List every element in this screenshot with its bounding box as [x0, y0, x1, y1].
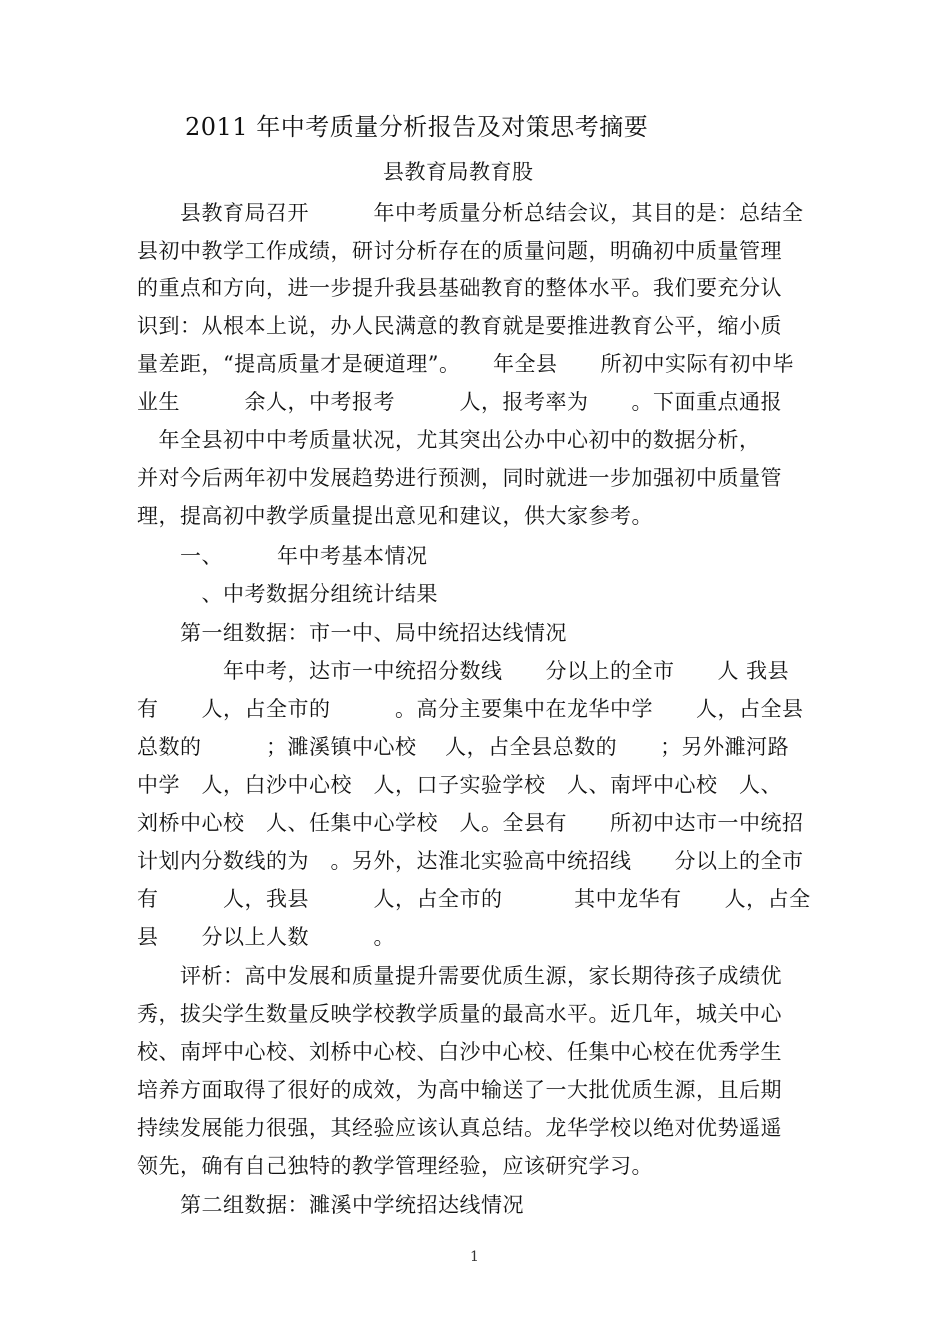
body-line: 有 人，我县 人，占全市的 其中龙华有 人，占全	[137, 887, 811, 911]
body-line: 年全县初中中考质量状况，尤其突出公办中心初中的数据分析，	[137, 428, 761, 452]
body-line: 县教育局召开 年中考质量分析总结会议，其目的是：总结全	[180, 201, 804, 225]
section-heading: 一、 年中考基本情况	[180, 544, 428, 568]
body-line: 持续发展能力很强，其经验应该认真总结。龙华学校以绝对优势遥遥	[137, 1116, 782, 1140]
body-line: 业生 余人，中考报考 人，报考率为 。下面重点通报	[137, 390, 782, 414]
body-line: 年中考，达市一中统招分数线 分以上的全市 人 我县	[180, 659, 790, 683]
body-line: 并对今后两年初中发展趋势进行预测，同时就进一步加强初中质量管	[137, 466, 782, 490]
document-subtitle: 县教育局教育股	[383, 160, 534, 184]
body-line: 计划内分数线的为 。另外，达淮北实验高中统招线 分以上的全市	[137, 849, 804, 873]
body-line: 县初中教学工作成绩，研讨分析存在的质量问题，明确初中质量管理	[137, 239, 782, 263]
body-line: 刘桥中心校 人、任集中心学校 人。全县有 所初中达市一中统招	[137, 811, 804, 835]
body-line: 校、南坪中心校、刘桥中心校、白沙中心校、任集中心校在优秀学生	[137, 1040, 782, 1064]
body-line: 量差距，“提高质量才是硬道理”。 年全县 所初中实际有初中毕	[137, 352, 794, 376]
body-line: 县 分以上人数 。	[137, 925, 395, 949]
data-group-heading: 第一组数据：市一中、局中统招达线情况	[180, 621, 567, 645]
body-line: 培养方面取得了很好的成效，为高中输送了一大批优质生源，且后期	[137, 1078, 782, 1102]
body-line: 有 人，占全市的 。高分主要集中在龙华中学 人，占全县	[137, 697, 804, 721]
body-line: 理，提高初中教学质量提出意见和建议，供大家参考。	[137, 504, 653, 528]
body-line: 识到：从根本上说，办人民满意的教育就是要推进教育公平，缩小质	[137, 314, 782, 338]
body-line: 评析：高中发展和质量提升需要优质生源，家长期待孩子成绩优	[180, 964, 782, 988]
page-number: 1	[470, 1249, 479, 1265]
body-line: 总数的 ；濉溪镇中心校 人，占全县总数的 ；另外濉河路	[137, 735, 790, 759]
body-line: 秀，拔尖学生数量反映学校教学质量的最高水平。近几年，城关中心	[137, 1002, 782, 1026]
body-line: 中学 人，白沙中心校 人，口子实验学校 人、南坪中心校 人、	[137, 773, 782, 797]
document-title: 2011 年中考质量分析报告及对策思考摘要	[185, 113, 649, 141]
subsection-heading: 、中考数据分组统计结果	[180, 582, 438, 606]
body-line: 的重点和方向，进一步提升我县基础教育的整体水平。我们要充分认	[137, 276, 782, 300]
data-group-heading: 第二组数据：濉溪中学统招达线情况	[180, 1193, 524, 1217]
body-line: 领先，确有自己独特的教学管理经验，应该研究学习。	[137, 1154, 653, 1178]
